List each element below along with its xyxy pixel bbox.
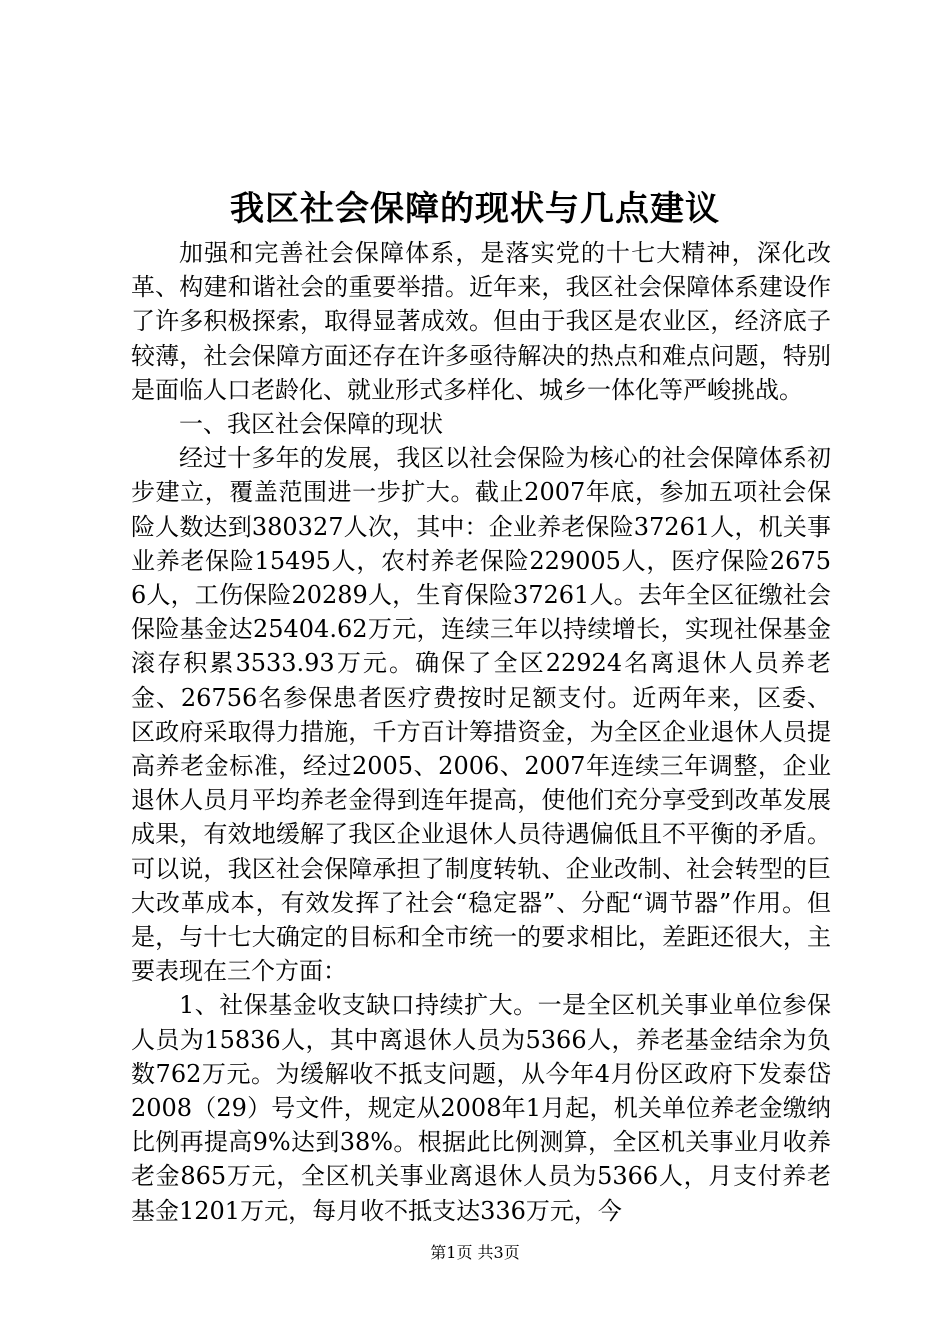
paragraph-fund-gap: 1、社保基金收支缺口持续扩大。一是全区机关事业单位参保人员为15836人，其中离退休人员为5366人，养老基金结余为负数762万元。为缓解收不抵支问题，从今年4月份区政府下发泰岱2008（29）号文件，规定从2008年1月起，机关单位养老金缴纳比例再提高9%达到38%。根据此比例测算，全区机关事业月收养老金865万元，全区机关事业离退休人员为5366人，月支付养老基金1201万元，每月收不抵支达336万元，今 — [131, 991, 831, 1225]
document-body — [131, 236, 831, 1228]
section-heading-current-status: 一、我区社会保障的现状 — [179, 410, 443, 439]
paragraph-intro: 加强和完善社会保障体系，是落实党的十七大精神，深化改革、构建和谐社会的重要举措。近年来，我区社会保障体系建设作了许多积极探索，取得显著成效。但由于我区是农业区，经济底子较薄，社会保障方面还存在许多亟待解决的热点和难点问题，特别是面临人口老龄化、就业形式多样化、城乡一体化等严峻挑战。 — [131, 239, 831, 404]
page-footer: 第1页 共3页 — [430, 1243, 520, 1262]
document-title: 我区社会保障的现状与几点建议 — [230, 189, 720, 229]
paragraph-current-status: 经过十多年的发展，我区以社会保险为核心的社会保障体系初步建立，覆盖范围进一步扩大。截止2007年底，参加五项社会保险人数达到380327人次，其中：企业养老保险37261人，机关事业养老保险15495人，农村养老保险229005人，医疗保险26756人，工伤保险20289人，生育保险37261人。去年全区征缴社会保险基金达25404.62万元，连续三年以持续增长，实现社保基金滚存积累3533.93万元。确保了全区22924名离退休人员养老金、26756名参保患者医疗费按时足额支付。近两年来，区委、区政府采取得力措施，千方百计筹措资金，为全区企业退休人员提高养老金标准，经过2005、2006、2007年连续三年调整，企业退休人员月平均养老金得到连年提高，使他们充分享受到改革发展成果，有效地缓解了我区企业退休人员待遇偏低且不平衡的矛盾。可以说，我区社会保障承担了制度转轨、企业改制、社会转型的巨大改革成本，有效发挥了社会“稳定器”、分配“调节器”作用。但是，与十七大确定的目标和全市统一的要求相比，差距还很大，主要表现在三个方面： — [131, 444, 831, 986]
